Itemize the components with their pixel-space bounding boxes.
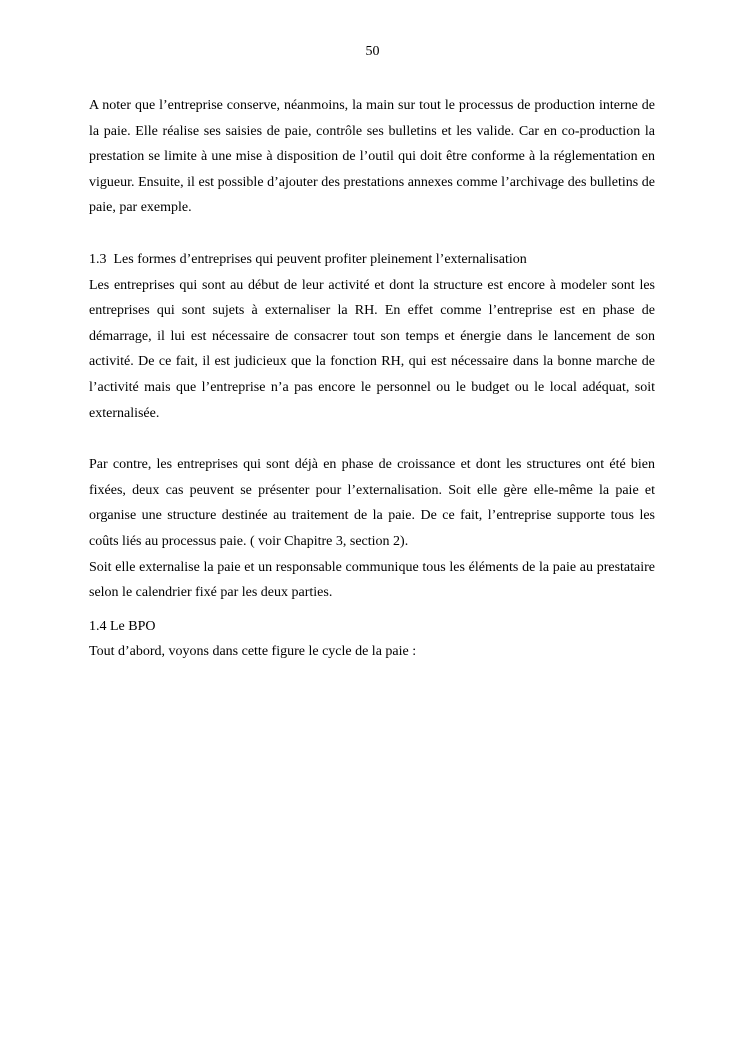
paragraph-spacer bbox=[89, 606, 655, 614]
paragraph-entreprises-croissance: Par contre, les entreprises qui sont déjà en phase de croissance et dont les structures ont été bien fixées, deux cas peuvent se présenter pour l’externalisation. Soit elle gère elle-même la paie et organise une structure destinée au traitement de la paie. De ce fait, l’entreprise supporte tous les coûts liés au processus paie. ( voir Chapitre 3, section 2). bbox=[89, 457, 655, 549]
paragraph-spacer bbox=[89, 426, 655, 452]
section-heading-1-3: 1.3 Les formes d’entreprises qui peuvent profiter pleinement l’externalisation bbox=[89, 251, 527, 267]
page-body bbox=[89, 93, 655, 665]
section-heading-1-4: 1.4 Le BPO bbox=[89, 618, 156, 634]
page-number: 50 bbox=[365, 44, 380, 59]
paragraph-externalise-paie: Soit elle externalise la paie et un responsable communique tous les éléments de la paie au prestataire selon le calendrier fixé par les deux parties. bbox=[89, 559, 655, 601]
paragraph-production-interne: A noter que l’entreprise conserve, néanmoins, la main sur tout le processus de production interne de la paie. Elle réalise ses saisies de paie, contrôle ses bulletins et les valide. Car en co-production la prestation se limite à une mise à disposition de l’outil qui doit être conforme à la réglementation en vigueur. Ensuite, il est possible d’ajouter des prestations annexes comme l’archivage des bulletins de paie, par exemple. bbox=[89, 98, 655, 216]
paragraph-spacer bbox=[89, 221, 655, 247]
paragraph-entreprises-debut: Les entreprises qui sont au début de leur activité et dont la structure est encore à modeler sont les entreprises qui sont sujets à externaliser la RH. En effet comme l’entreprise est en phase de démarrage, il lui est nécessaire de consacrer tout son temps et énergie dans le lancement de son activité. De ce fait, il est judicieux que la fonction RH, qui est nécessaire dans la bonne marche de l’activité mais que l’entreprise n’a pas encore le personnel ou le budget ou le local adéquat, soit externalisée. bbox=[89, 277, 655, 421]
paragraph-cycle-paie: Tout d’abord, voyons dans cette figure le cycle de la paie : bbox=[89, 644, 417, 660]
